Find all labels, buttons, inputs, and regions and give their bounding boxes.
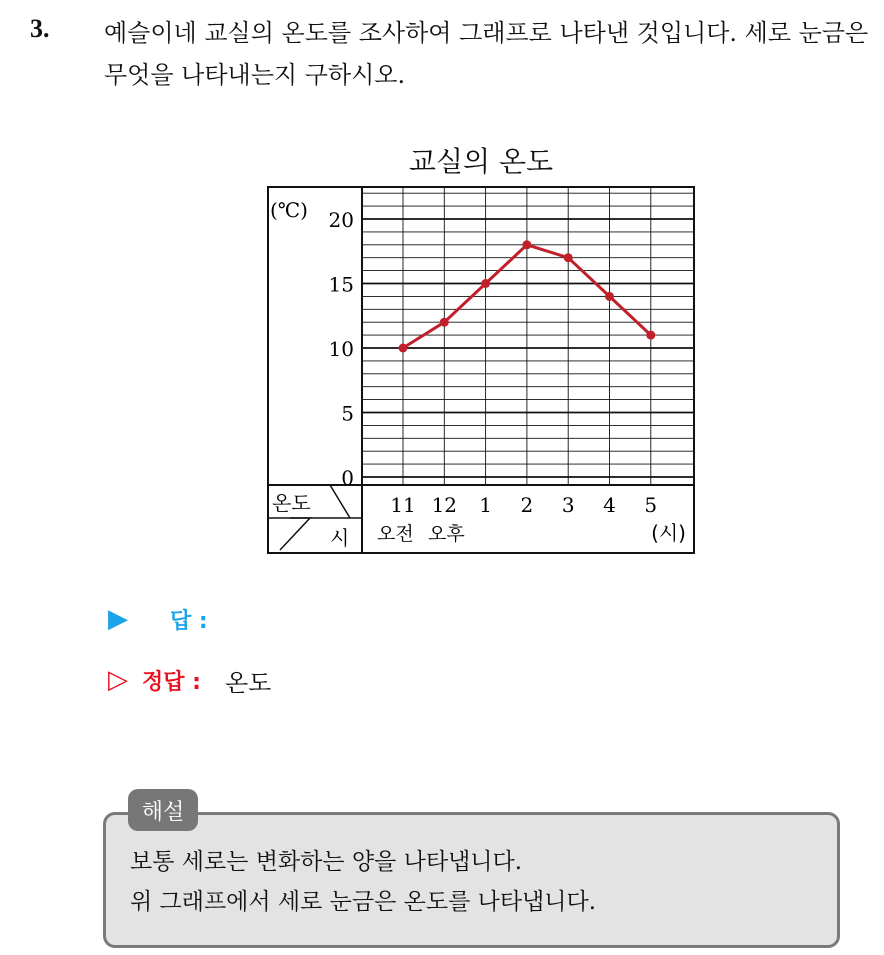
outline-triangle-icon: ▷ — [108, 665, 128, 695]
x-tick-label: 5 — [644, 493, 658, 517]
data-point — [440, 318, 449, 327]
data-point — [399, 344, 408, 353]
data-point — [605, 292, 614, 301]
answer-label-wrap: 답 : — [170, 608, 208, 634]
correct-label-wrap: 정답 : — [142, 669, 201, 695]
corner-label-hour: 시 — [330, 526, 350, 550]
explanation-line-2: 위 그래프에서 세로 눈금은 온도를 나타냅니다. — [130, 889, 597, 915]
data-point — [646, 331, 655, 340]
correct-answer-row — [108, 660, 271, 700]
y-tick-label: 20 — [328, 208, 354, 232]
period-pm-label: 오후 — [428, 523, 465, 545]
question-text: 예슬이네 교실의 온도를 조사하여 그래프로 나타낸 것입니다. 세로 눈금은 무엇을 나타내는지 구하시오. — [104, 19, 869, 89]
x-tick-label: 12 — [431, 493, 458, 517]
corner-label-temperature: 온도 — [272, 491, 311, 515]
y-tick-label: 10 — [328, 337, 354, 361]
data-point — [481, 279, 490, 288]
explanation-line-1: 보통 세로는 변화하는 양을 나타냅니다. — [130, 849, 523, 875]
play-triangle-icon: ▶ — [108, 604, 128, 634]
y-unit-label: (℃) — [270, 198, 308, 222]
corner-slash-lower — [280, 518, 310, 550]
period-am-label: 오전 — [377, 523, 414, 545]
x-tick-labels — [390, 493, 657, 517]
x-unit-label: (시) — [651, 521, 686, 545]
x-tick-label: 2 — [520, 493, 534, 517]
correct-value: 온도 — [224, 668, 272, 697]
x-tick-label: 4 — [603, 493, 616, 517]
answer-label: 답 — [170, 608, 192, 634]
explanation-tag: 해설 — [128, 789, 198, 831]
answer-row — [108, 599, 232, 639]
x-tick-label: 3 — [561, 493, 575, 517]
chart-title: 교실의 온도 — [408, 145, 554, 178]
corner-header — [268, 485, 362, 550]
correct-label: 정답 — [142, 669, 185, 695]
x-tick-label: 11 — [390, 493, 416, 517]
y-tick-label: 15 — [328, 272, 354, 297]
y-tick-label: 5 — [341, 401, 354, 426]
data-point — [522, 240, 531, 249]
y-tick-label: 0 — [341, 466, 354, 490]
question-number: 3. — [30, 14, 50, 43]
explanation-text — [130, 842, 830, 922]
x-tick-label: 1 — [479, 493, 492, 517]
y-tick-labels — [329, 208, 354, 490]
data-point — [564, 253, 573, 262]
